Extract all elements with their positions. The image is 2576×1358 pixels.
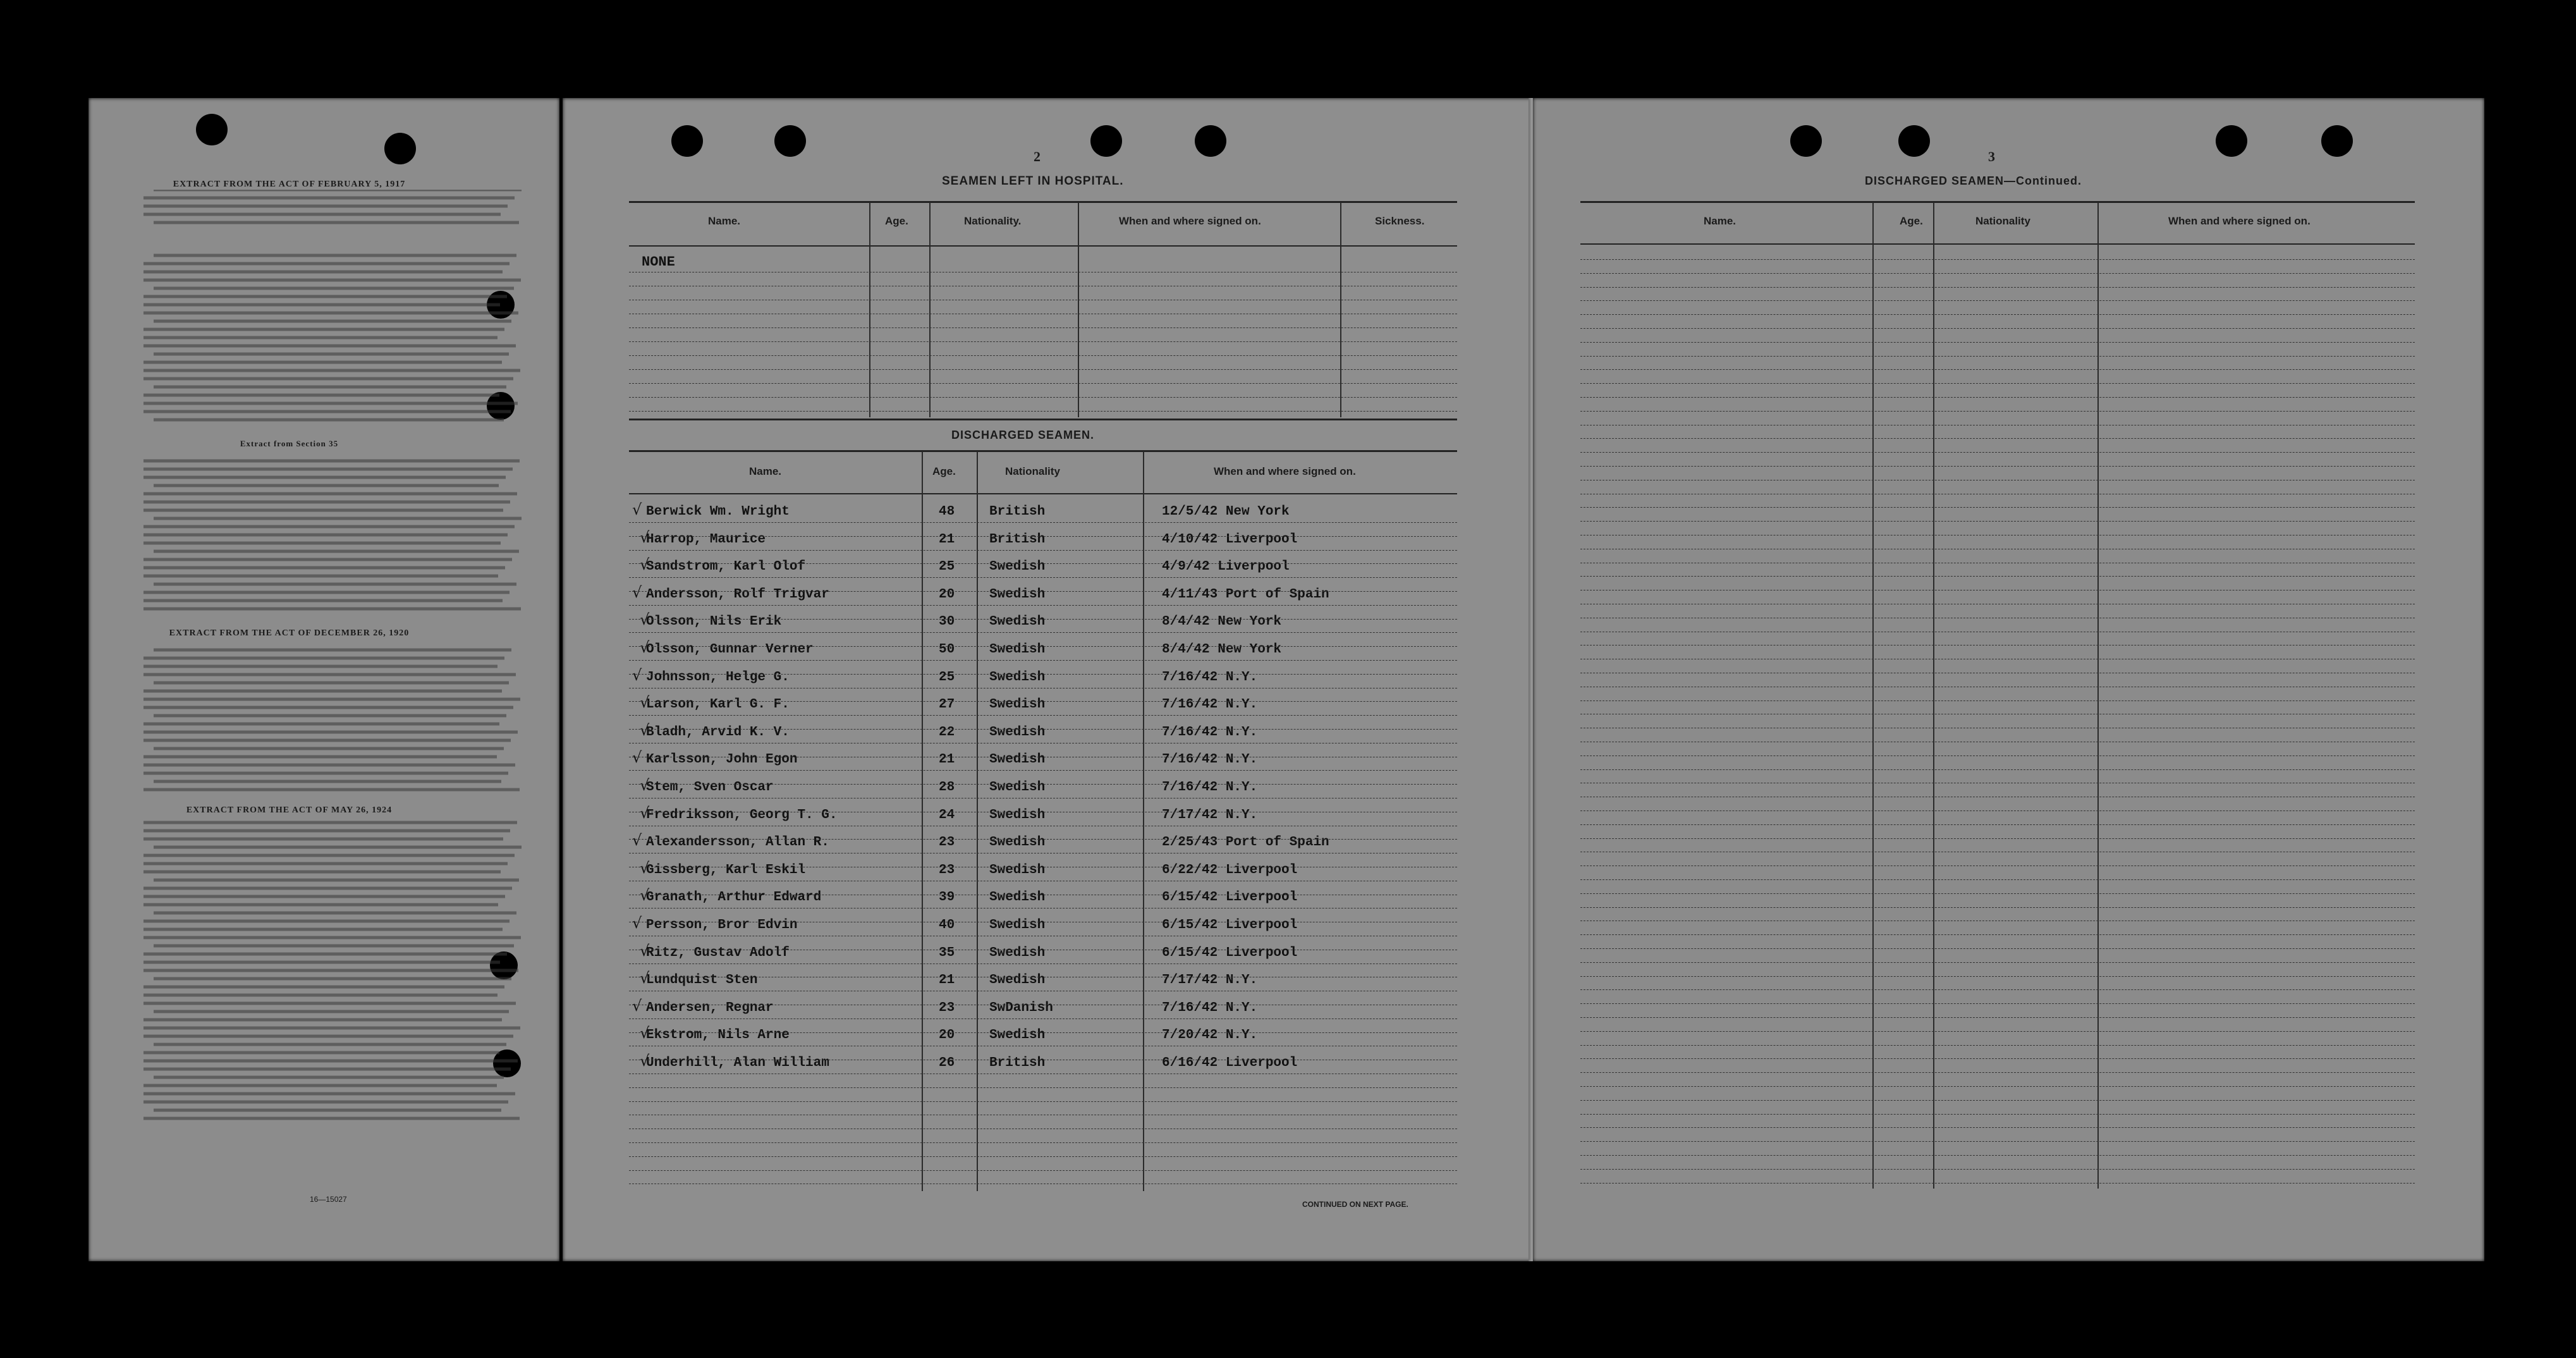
seaman-age: 48 [939,505,955,519]
ruled-line [1580,452,2415,453]
column-header-signed-on: When and where signed on. [1119,215,1261,227]
column-header-age: Age. [885,215,908,227]
ruled-line [629,729,1457,730]
column-divider [1340,202,1341,417]
check-mark-icon: √ [640,776,650,794]
seaman-nationality: Swedish [989,642,1046,657]
column-header-nationality: Nationality [1975,215,2030,227]
seaman-name: Olsson, Gunnar Verner [646,642,814,657]
ruled-line [629,1074,1457,1075]
column-divider [1872,202,1874,1189]
ruled-line [1580,521,2415,522]
ruled-line [1580,549,2415,550]
seaman-signed-on: 6/22/42 Liverpool [1162,863,1298,878]
ruled-line [1580,618,2415,619]
seaman-age: 50 [939,642,955,657]
ruled-line [629,1101,1457,1103]
extract-heading: EXTRACT FROM THE ACT OF MAY 26, 1924 [186,805,393,815]
seaman-name: Andersen, Regnar [646,1001,774,1015]
ruled-line [1580,342,2415,343]
ruled-line [629,1046,1457,1047]
ruled-line [629,839,1457,840]
ruled-line [1580,1003,2415,1005]
ruled-line [1580,976,2415,977]
seaman-name: Stem, Sven Oscar [646,780,774,795]
ruled-line [629,826,1457,827]
ruled-line [1580,480,2415,481]
ruled-line [1580,921,2415,922]
table-rule [1580,201,2415,203]
seaman-nationality: Swedish [989,1028,1046,1043]
table-rule [629,419,1457,420]
seaman-age: 28 [939,780,955,795]
seaman-signed-on: 7/16/42 N.Y. [1162,725,1258,740]
ruled-line [1580,590,2415,591]
punch-hole [1090,125,1122,157]
ruled-line [629,536,1457,537]
ruled-line [1580,383,2415,384]
ruled-line [629,784,1457,785]
check-mark-icon: √ [640,556,650,573]
ruled-line [629,1087,1457,1089]
ruled-line [1580,934,2415,936]
ruled-line [629,1184,1457,1185]
ruled-line [629,757,1457,758]
ruled-line [629,770,1457,771]
punch-hole [196,114,228,145]
table-rule [1580,243,2415,245]
column-header-nationality: Nationality [1005,465,1060,477]
ruled-line [1580,1031,2415,1032]
seaman-name: Persson, Bror Edvin [646,918,798,933]
ruled-line [629,950,1457,951]
ruled-line [1580,576,2415,577]
check-mark-icon: √ [632,501,642,518]
seaman-name: Harrop, Maurice [646,532,766,547]
seaman-nationality: Swedish [989,890,1046,905]
ruled-line [1580,879,2415,881]
seaman-name: Larson, Karl G. F. [646,697,790,712]
column-divider [977,451,978,1191]
seaman-nationality: Swedish [989,560,1046,574]
ruled-line [1580,1155,2415,1156]
ruled-line [1580,1100,2415,1101]
seaman-name: Olsson, Nils Erik [646,615,782,629]
ruled-line [629,936,1457,937]
ruled-line [1580,1086,2415,1087]
seaman-nationality: SwDanish [989,1001,1053,1015]
ruled-line [1580,687,2415,688]
check-mark-icon: √ [632,666,642,684]
check-mark-icon: √ [640,529,650,546]
check-mark-icon: √ [640,639,650,656]
ruled-line [629,300,1457,301]
seaman-age: 30 [939,615,955,629]
seaman-age: 20 [939,587,955,602]
ruled-line [1580,494,2415,495]
column-divider [1143,451,1144,1191]
ruled-line [1580,659,2415,660]
check-mark-icon: √ [640,859,650,877]
ruled-line [1580,893,2415,895]
column-header-age: Age. [1900,215,1923,227]
table-rule [629,493,1457,494]
check-mark-icon: √ [632,584,642,601]
ruled-line [1580,438,2415,439]
seaman-name: Ekstrom, Nils Arne [646,1028,790,1043]
seaman-age: 23 [939,835,955,850]
seaman-name: Granath, Arthur Edward [646,890,822,905]
seaman-name: Ritz, Gustav Adolf [646,946,790,960]
seaman-signed-on: 7/16/42 N.Y. [1162,1001,1258,1015]
seaman-signed-on: 4/10/42 Liverpool [1162,532,1298,547]
ruled-line [1580,632,2415,633]
seaman-nationality: British [989,505,1046,519]
ruled-line [629,286,1457,287]
seaman-age: 25 [939,670,955,685]
column-header-name: Name. [749,465,782,477]
ruled-line [629,591,1457,592]
ruled-line [629,522,1457,523]
column-header-signed-on: When and where signed on. [1214,465,1356,477]
ruled-line [1580,356,2415,357]
column-header-nationality: Nationality. [964,215,1022,227]
ruled-line [629,619,1457,620]
check-mark-icon: √ [640,1052,650,1070]
ruled-line [629,743,1457,744]
check-mark-icon: √ [640,804,650,822]
hospital-entry: NONE [642,254,675,270]
seaman-nationality: British [989,532,1046,547]
column-divider [1933,202,1934,1189]
column-divider [2097,202,2099,1189]
seaman-name: Alexandersson, Allan R. [646,835,829,850]
ruled-line [629,674,1457,675]
page-number: 3 [1988,149,1995,164]
seaman-signed-on: 6/15/42 Liverpool [1162,890,1298,905]
page-number: 2 [1034,149,1041,164]
discharged-section-title: DISCHARGED SEAMEN. [951,429,1095,441]
punch-hole [1898,125,1930,157]
ruled-line [629,1142,1457,1144]
seaman-name: Berwick Wm. Wright [646,505,790,519]
punch-hole [384,133,416,164]
seaman-signed-on: 4/9/42 Liverpool [1162,560,1290,574]
punch-hole [2321,125,2353,157]
ruled-line [629,563,1457,565]
ruled-line [629,383,1457,384]
seaman-name: Karlsson, John Egon [646,752,798,767]
ruled-line [1580,507,2415,508]
seaman-age: 24 [939,808,955,823]
ruled-line [629,411,1457,412]
table-rule [629,201,1457,203]
ruled-line [629,314,1457,315]
seaman-age: 35 [939,946,955,960]
ruled-line [629,1005,1457,1006]
table-rule [629,245,1457,247]
ruled-line [629,1156,1457,1158]
seaman-name: Fredriksson, Georg T. G. [646,808,838,823]
seaman-nationality: Swedish [989,835,1046,850]
ruled-line [629,895,1457,896]
ruled-line [1580,824,2415,826]
fine-print-texture [142,190,528,1125]
ruled-line [1580,1072,2415,1074]
table-rule [629,450,1457,452]
ruled-line [1580,838,2415,840]
seaman-nationality: Swedish [989,670,1046,685]
continued-note: CONTINUED ON NEXT PAGE. [1302,1200,1408,1209]
ruled-line [1580,852,2415,853]
column-header-name: Name. [1704,215,1737,227]
ruled-line [629,1170,1457,1171]
ruled-line [1580,1058,2415,1060]
ruled-line [629,867,1457,868]
ruled-line [1580,1017,2415,1018]
seaman-age: 21 [939,532,955,547]
seaman-signed-on: 6/15/42 Liverpool [1162,918,1298,933]
column-divider [922,451,923,1191]
check-mark-icon: √ [640,886,650,904]
seaman-nationality: Swedish [989,587,1046,602]
column-divider [1078,202,1079,417]
ruled-line [1580,1127,2415,1129]
seaman-nationality: Swedish [989,918,1046,933]
ruled-line [629,327,1457,329]
ruled-line [629,881,1457,882]
punch-hole [2216,125,2247,157]
ruled-line [1580,287,2415,288]
ruled-line [629,355,1457,357]
seaman-name: Lundquist Sten [646,973,758,988]
punch-hole [774,125,806,157]
ruled-line [629,798,1457,799]
ruled-line [629,369,1457,370]
seaman-signed-on: 4/11/43 Port of Spain [1162,587,1329,602]
column-header-age: Age. [932,465,956,477]
seaman-age: 40 [939,918,955,933]
seaman-nationality: Swedish [989,697,1046,712]
check-mark-icon: √ [632,831,642,849]
seaman-age: 20 [939,1028,955,1043]
ruled-line [629,922,1457,923]
seaman-signed-on: 7/17/42 N.Y. [1162,973,1258,988]
seaman-nationality: Swedish [989,973,1046,988]
seaman-signed-on: 7/17/42 N.Y. [1162,808,1258,823]
seaman-signed-on: 7/16/42 N.Y. [1162,670,1258,685]
seaman-age: 25 [939,560,955,574]
ruled-line [1580,314,2415,315]
column-header-signed-on: When and where signed on. [2168,215,2310,227]
ruled-line [629,1060,1457,1061]
check-mark-icon: √ [640,969,650,987]
ruled-line [629,1018,1457,1020]
seaman-age: 39 [939,890,955,905]
ruled-line [629,991,1457,992]
ruled-line [1580,397,2415,398]
seaman-signed-on: 7/16/42 N.Y. [1162,697,1258,712]
ruled-line [1580,866,2415,867]
ruled-line [1580,328,2415,329]
ruled-line [629,1032,1457,1034]
ruled-line [1580,259,2415,260]
ruled-line [629,397,1457,398]
seaman-name: Bladh, Arvid K. V. [646,725,790,740]
ruled-line [629,701,1457,702]
seaman-age: 21 [939,752,955,767]
ruled-line [629,715,1457,716]
ruled-line [629,812,1457,813]
check-mark-icon: √ [640,1024,650,1042]
ruled-line [1580,645,2415,646]
ruled-line [1580,1045,2415,1046]
ruled-line [1580,989,2415,991]
ruled-line [1580,273,2415,274]
seaman-signed-on: 6/16/42 Liverpool [1162,1056,1298,1070]
ruled-line [629,660,1457,661]
ruled-line [1580,300,2415,302]
continued-section-title: DISCHARGED SEAMEN—Continued. [1865,174,2082,187]
column-header-name: Name. [708,215,741,227]
punch-hole [1790,125,1822,157]
column-divider [929,202,931,417]
seaman-nationality: Swedish [989,863,1046,878]
seaman-signed-on: 7/16/42 N.Y. [1162,752,1258,767]
ruled-line [629,577,1457,578]
ruled-line [1580,1114,2415,1115]
ruled-line [1580,714,2415,715]
ruled-line [629,632,1457,633]
ruled-line [1580,535,2415,536]
ruled-line [629,550,1457,551]
ruled-line [1580,907,2415,908]
check-mark-icon: √ [640,721,650,739]
ruled-line [629,341,1457,343]
check-mark-icon: √ [632,914,642,932]
extract-heading: EXTRACT FROM THE ACT OF FEBRUARY 5, 1917 [173,180,406,189]
ruled-line [1580,811,2415,812]
ruled-line [1580,783,2415,784]
column-divider [869,202,870,417]
check-mark-icon: √ [640,611,650,628]
ruled-line [1580,673,2415,674]
ruled-line [1580,755,2415,757]
ruled-line [629,1129,1457,1130]
ruled-line [1580,962,2415,963]
hospital-section-title: SEAMEN LEFT IN HOSPITAL. [942,174,1124,188]
ruled-line [1580,369,2415,370]
seaman-nationality: Swedish [989,615,1046,629]
ruled-line [629,963,1457,965]
seaman-name: Underhill, Alan William [646,1056,829,1070]
ruled-line [629,853,1457,854]
seaman-age: 27 [939,697,955,712]
ruled-line [629,1115,1457,1116]
ruled-line [1580,411,2415,412]
ruled-line [1580,1169,2415,1170]
seaman-age: 23 [939,863,955,878]
seaman-age: 22 [939,725,955,740]
ruled-line [1580,742,2415,743]
seaman-name: Sandstrom, Karl Olof [646,560,806,574]
ruled-line [1580,700,2415,702]
extract-heading: Extract from Section 35 [240,439,339,448]
seaman-signed-on: 8/4/42 New York [1162,615,1282,629]
seaman-name: Andersson, Rolf Trigvar [646,587,829,602]
ruled-line [629,272,1457,273]
check-mark-icon: √ [632,997,642,1015]
ruled-line [1580,466,2415,467]
ruled-line [629,605,1457,606]
seaman-signed-on: 12/5/42 New York [1162,505,1290,519]
seaman-name: Gissberg, Karl Eskil [646,863,806,878]
seaman-signed-on: 8/4/42 New York [1162,642,1282,657]
ruled-line [629,977,1457,978]
seaman-nationality: British [989,1056,1046,1070]
column-header-sickness: Sickness. [1375,215,1425,227]
ruled-line [1580,769,2415,771]
check-mark-icon: √ [632,749,642,766]
seaman-nationality: Swedish [989,808,1046,823]
punch-hole [671,125,703,157]
seaman-age: 23 [939,1001,955,1015]
ruled-line [1580,728,2415,729]
extract-heading: EXTRACT FROM THE ACT OF DECEMBER 26, 1920 [169,628,410,638]
seaman-signed-on: 7/16/42 N.Y. [1162,780,1258,795]
ruled-line [1580,425,2415,426]
seaman-age: 21 [939,973,955,988]
seaman-nationality: Swedish [989,946,1046,960]
ruled-line [1580,797,2415,798]
seaman-age: 26 [939,1056,955,1070]
ruled-line [629,646,1457,647]
ruled-line [1580,1183,2415,1184]
check-mark-icon: √ [640,694,650,711]
seaman-signed-on: 2/25/43 Port of Spain [1162,835,1329,850]
form-number: 16—15027 [310,1195,347,1204]
check-mark-icon: √ [640,942,650,960]
ruled-line [629,688,1457,689]
seaman-nationality: Swedish [989,752,1046,767]
seaman-nationality: Swedish [989,725,1046,740]
ruled-line [1580,1141,2415,1142]
seaman-name: Johnsson, Helge G. [646,670,790,685]
seaman-signed-on: 6/15/42 Liverpool [1162,946,1298,960]
ruled-line [1580,563,2415,564]
seaman-nationality: Swedish [989,780,1046,795]
ruled-line [1580,604,2415,605]
punch-hole [1195,125,1226,157]
ruled-line [629,908,1457,909]
ruled-line [1580,948,2415,950]
seaman-signed-on: 7/20/42 N.Y. [1162,1028,1258,1043]
